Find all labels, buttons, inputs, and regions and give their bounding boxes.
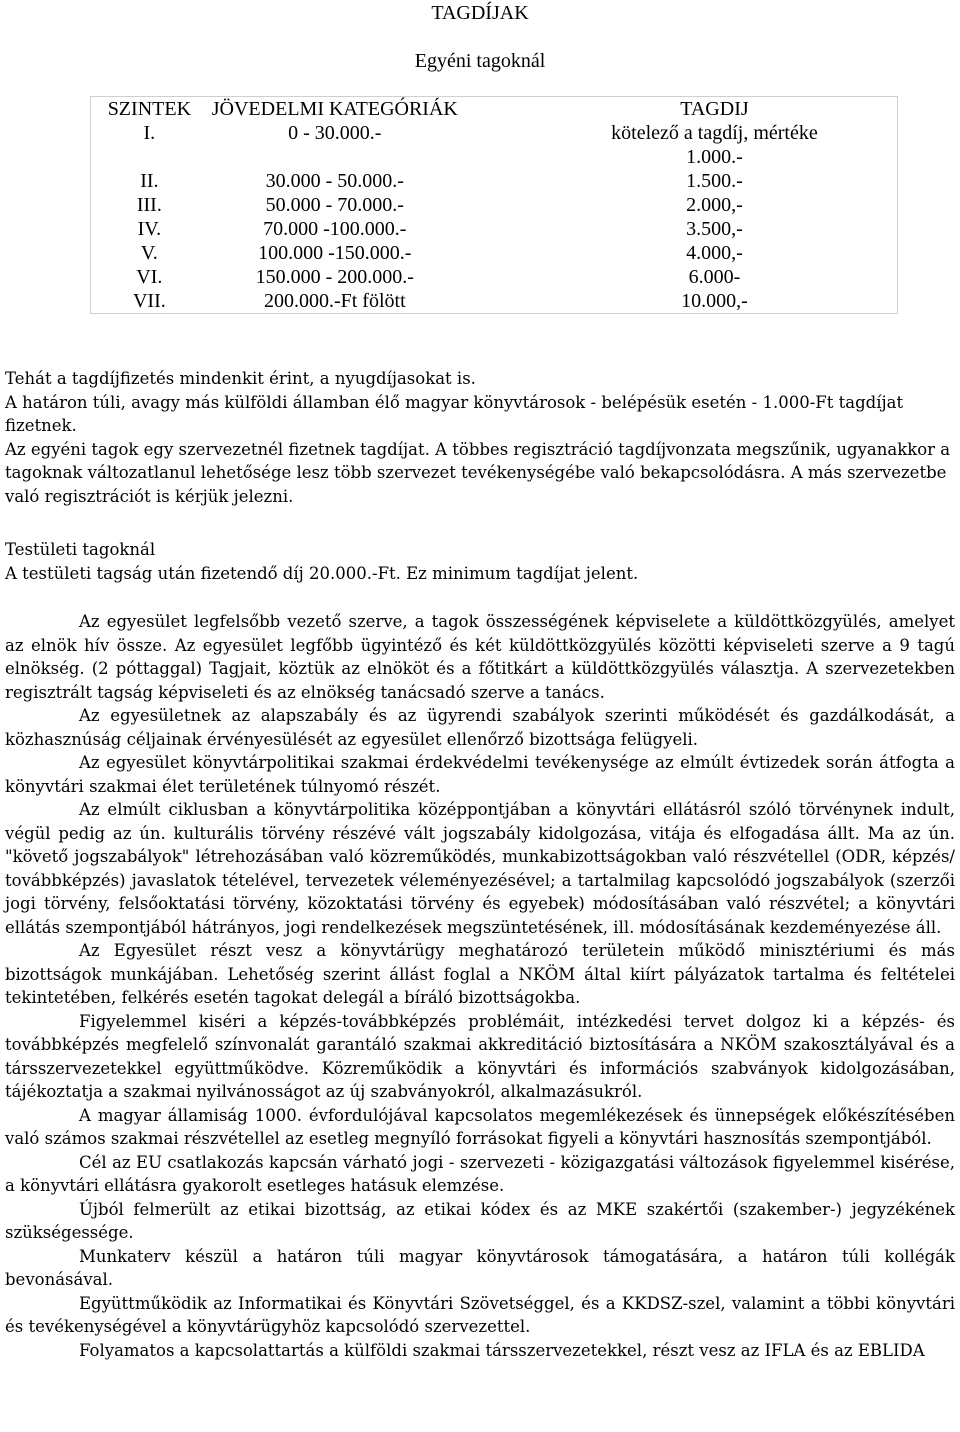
income-cell: 100.000 -150.000.-	[258, 242, 412, 264]
level-cell: V.	[140, 242, 158, 264]
income-cell: 0 - 30.000.-	[288, 122, 382, 144]
paragraph: Az egyesület legfelsőbb vezető szerve, a tagok összességének képviselete a küldöttközgyülés, amelyet az elnök hív össze. Az egyesület legfőbb ügyintéző és két küldöttközgyülés közötti képviseleti szerve a 9 tagú elnökség. (2 póttaggal) Tagjait, köztük az elnököt és a főtitkárt a küldöttközgyülés választja. A szervezetekben regisztrált tagság képviseleti és az elnökség tanácsadó szerve a tanács.	[5, 612, 955, 702]
table-row	[91, 169, 898, 193]
notes-line: Tehát a tagdíjfizetés mindenkit érint, a nyugdíjasokat is.	[5, 369, 476, 388]
fee-cell: 4.000,-	[686, 242, 743, 264]
table-header-row	[91, 97, 898, 122]
fee-cell: 1.500.-	[686, 170, 743, 192]
level-cell: VI.	[136, 266, 163, 288]
paragraph: Az elmúlt ciklusban a könyvtárpolitika középpontjában a könyvtári ellátásról szóló törvénynek indult, végül pedig az ún. kulturális törvény részévé vált jogszabály kidolgozása, vitája és elfogadása állt. Ma az ún. "követő jogszabályok" létrehozásában való közreműködés, munkabizottságokban való részvétellel (ODR, képzés/ továbbképzés) javaslatok tételével, tervezetek véleményezésével; a tartalmilag kapcsolódó jogszabályok (szerzői jogi törvény, felsőoktatási törvény, közoktatási törvény és egyebek) módosításában való részvétel; a könyvtári ellátás szempontjából hátrányos, jogi rendelkezések megszüntetésének, ill. módosításának kezdeményezése áll.	[5, 800, 955, 937]
paragraph: Munkaterv készül a határon túli magyar könyvtárosok támogatására, a határon túli kollégák bevonásával.	[5, 1246, 955, 1289]
page-title: TAGDÍJAK	[431, 2, 529, 24]
paragraph: Újból felmerült az etikai bizottság, az etikai kódex és az MKE szakértői (szakember-) jegyzékének szükségessége.	[5, 1199, 955, 1242]
table-row	[91, 241, 898, 265]
fee-cell: 10.000,-	[681, 290, 748, 312]
paragraph: Az egyesületnek az alapszabály és az ügyrendi szabályok szerinti működését és gazdálkodását, a közhasznúság céljainak érvényesülését az egyesület ellenőrző bizottsága felügyeli.	[5, 706, 955, 749]
section-subtitle: Egyéni tagoknál	[414, 50, 546, 72]
level-cell: II.	[140, 170, 159, 192]
table-row	[91, 217, 898, 241]
income-cell: 50.000 - 70.000.-	[265, 194, 404, 216]
income-cell: 30.000 - 50.000.-	[265, 170, 404, 192]
paragraph: Folyamatos a kapcsolattartás a külföldi szakmai társszervezetekkel, részt vesz az IFLA és az EBLIDA	[79, 1340, 925, 1360]
corporate-heading: Testületi tagoknál	[5, 540, 156, 559]
fee-cell: 3.500,-	[686, 218, 743, 240]
column-header-fee: TAGDIJ	[680, 98, 749, 120]
paragraph: Együttműködik az Informatikai és Könyvtári Szövetséggel, és a KKDSZ-szel, valamint a többi könyvtári és tevékenységével a könyvtárügyhöz kapcsolódó szervezettel.	[5, 1293, 955, 1336]
corporate-fee-text: A testületi tagság után fizetendő díj 20.000.-Ft. Ez minimum tagdíjat jelent.	[5, 563, 639, 583]
column-header-income: JÖVEDELMI KATEGÓRIÁK	[211, 98, 458, 120]
table-row	[91, 289, 898, 314]
level-cell: IV.	[137, 218, 162, 240]
paragraph: A magyar államiság 1000. évfordulójával kapcsolatos megemlékezések és ünnepségek előkészítésében való számos szakmai részvétellel az esetleg megnyíló forrásokat figyeli a könyvtári hasznosítás szempontjából.	[5, 1105, 955, 1148]
fee-cell: 2.000,-	[686, 194, 743, 216]
level-cell: III.	[136, 194, 162, 216]
membership-fee-table	[90, 96, 898, 314]
level-cell: I.	[143, 122, 156, 144]
organization-description	[5, 610, 955, 1362]
corporate-members-section	[5, 538, 955, 585]
table-row	[91, 121, 898, 169]
individual-members-notes	[5, 367, 955, 508]
income-cell: 200.000.-Ft fölött	[263, 290, 406, 312]
fee-cell: 6.000-	[688, 266, 741, 288]
income-cell: 70.000 -100.000.-	[263, 218, 407, 240]
table-row	[91, 193, 898, 217]
fee-amount: 1.000.-	[686, 146, 743, 168]
paragraph: Az egyesület könyvtárpolitikai szakmai érdekvédelmi tevékenysége az elmúlt évtizedek során átfogta a könyvtári szakmai élet területének túlnyomó részét.	[5, 753, 955, 796]
table-row	[91, 265, 898, 289]
paragraph: Figyelemmel kiséri a képzés-továbbképzés problémáit, intézkedési tervet dolgoz ki a képzés- és továbbképzés megfelelő színvonalát garantáló szakmai akkreditáció biztosítására a NKÖM szakosztályával és a társszervezetekkel együttműködve. Közreműködik a könyvtári és információs szabványok kidolgozásában, tájékoztatja a szakmai nyilvánosságot az új szabványokról, alkalmazásukról.	[5, 1011, 955, 1101]
paragraph: Az Egyesület részt vesz a könyvtárügy meghatározó területein működő minisztériumi és más bizottságok munkájában. Lehetőség szerint állást foglal a NKÖM által kiírt pályázatok tartalma és feltételei tekintetében, felkérés esetén tagokat delegál a bíráló bizottságokba.	[5, 941, 955, 1007]
notes-line: Az egyéni tagok egy szervezetnél fizetnek tagdíjat. A többes regisztráció tagdíjvonzata megszűnik, ugyanakkor a tagoknak változatlanul lehetősége lesz több szervezet tevékenységébe való bekapcsolódásra. A más szervezetbe való regisztrációt is kérjük jelezni.	[5, 439, 951, 506]
fee-cell	[462, 121, 898, 169]
fee-note: kötelező a tagdíj, mértéke	[611, 122, 818, 144]
income-cell: 150.000 - 200.000.-	[255, 266, 414, 288]
column-header-level: SZINTEK	[107, 98, 192, 120]
level-cell: VII.	[132, 290, 166, 312]
notes-line: A határon túli, avagy más külföldi államban élő magyar könyvtárosok - belépésük esetén - 1.000-Ft tagdíjat fizetnek.	[5, 392, 904, 435]
paragraph: Cél az EU csatlakozás kapcsán várható jogi - szervezeti - közigazgatási változások figyelemmel kisérése, a könyvtári ellátásra gyakorolt esetleges hatásuk elemzése.	[5, 1152, 955, 1195]
